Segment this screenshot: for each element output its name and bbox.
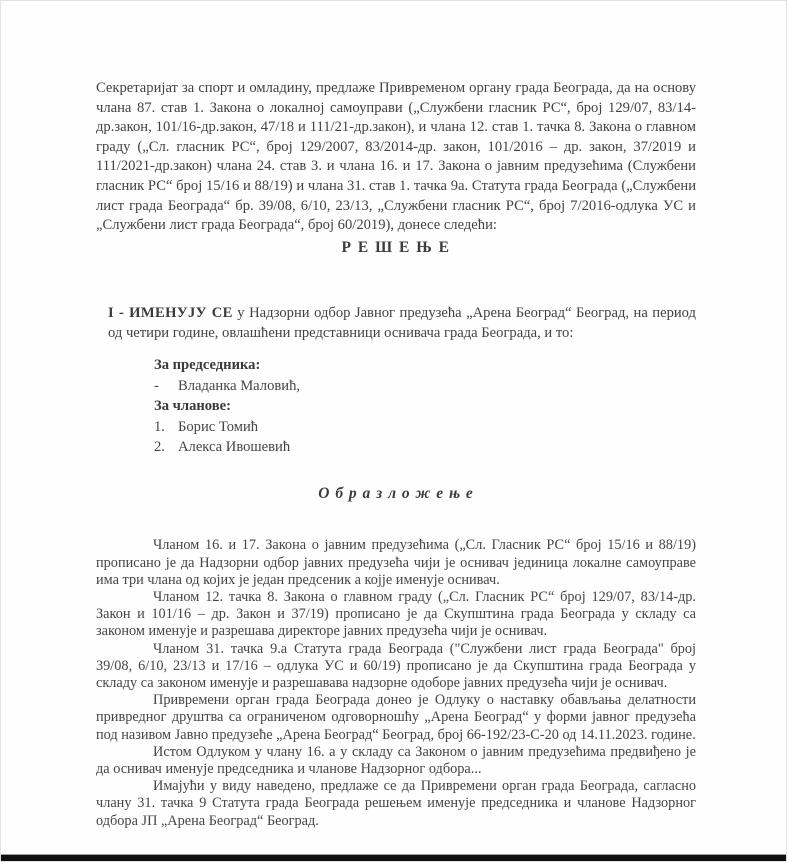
intro-paragraph: Секретаријат за спорт и омладину, предлаже Привременом органу града Београда, да на основу члана 87. став 1. Закона о локалној самоуправи („Службени гласник РС“, број 129/07, 83/14-др.закон, 101/16-др.закон, 47/18 и 111/21-др.закон), и члана 12. став 1. тачка 8. Закона о главном граду („Сл. гласник РС“, број 129/2007, 83/2014-др. закон, 101/2016 – др. закон, 37/2019 и 111/2021-др.закон) члана 24. став 3. и члана 16. и 17. Закона о јавним предузећима (Службени гласник РС“ број 15/16 и 88/19) и члана 31. став 1. тачка 9а. Статута града Београда („Службени лист града Београда“ бр. 39/08, 6/10, 23/13, „Службени гласник РС“, број 7/2016-одлука УС и „Службени лист града Београда“, број 60/2019), донесе следећи:	[96, 80, 696, 234]
member-list-marker: 1.	[154, 418, 165, 435]
president-list-marker: -	[154, 377, 159, 394]
scan-bottom-edge	[1, 854, 786, 862]
body-paragraph: Чланом 31. тачка 9.а Статута града Београда ("Службени лист града Београда" број 39/08, 6/10, 23/13 и 17/16 – одлука УС и 60/19) прописано је да Скупштина града Београда у складу са законом именује и разрешавава надзорне одоборе јавних предузећа чији је оснивач.	[96, 640, 696, 691]
members-label: За чланове:	[154, 398, 231, 415]
appointments-section	[154, 355, 696, 457]
member-row	[154, 437, 696, 457]
body-paragraph: Имајући у виду наведено, предлаже се да Привремени орган града Београда, сагласно члану 31. тачка 9 Статута града Београда решењем именује председника и чланове Надзорног одбора ЈП „Арена Београд“ Београд.	[96, 778, 696, 829]
body-paragraph: Привремени орган града Београда донео је Одлуку о наставку обављања делатности привредног друштва са ограниченом одговорношћу „Арена Београд“ у форми јавног предузећа под називом Јавно предузеће „Арена Београд“ Београд, број 66-192/23-С-20 од 14.11.2023. године.	[96, 692, 696, 743]
document-content	[1, 1, 786, 830]
president-row	[154, 376, 696, 396]
body-paragraph: Чланом 12. тачка 8. Закона о главном граду („Сл. Гласник РС“ број 129/07, 83/14-др. Закон и 101/16 – др. Закон и 37/19) прописано је да Скупштина града Београда у складу са законом именује и разрешава директоре јавних предузећа чији је оснивач.	[96, 588, 696, 640]
president-name: Владанка Маловић,	[178, 377, 301, 394]
member-name: Борис Томић	[178, 418, 259, 435]
body-paragraph: Чланом 16. и 17. Закона о јавним предузећима („Сл. Гласник РС“ број 15/16 и 88/19) прописано је да Надзорни одбор јавних предузећа чији је оснивач јединица локалне самоуправе има три члана од којих је један предсеник а којје именује оснивач.	[96, 537, 696, 588]
member-list-marker: 2.	[154, 438, 165, 455]
imenuju-text: у Надзорни одбор Јавног предузећа „Арена Београд“ Београд, на период од четири године, овлашћени представници оснивача града Београда, и то:	[108, 304, 696, 341]
president-label: За председника:	[154, 357, 261, 374]
body-paragraph: Истом Одлуком у члану 16. а у складу са Законом о јавним предузећима предвиђено је да оснивач именује председника и чланове Надзорног одбора...	[96, 743, 696, 778]
resenje-heading: Р Е Ш Е Њ Е	[341, 238, 451, 256]
imenuju-bold-lead: I - ИМЕНУЈУ СЕ	[108, 304, 233, 321]
member-row	[154, 417, 696, 437]
imenuju-paragraph	[108, 304, 696, 344]
obrazlozenje-heading: О б р а з л о ж е њ е	[318, 485, 474, 503]
member-name: Алекса Ивошевић	[178, 438, 291, 455]
